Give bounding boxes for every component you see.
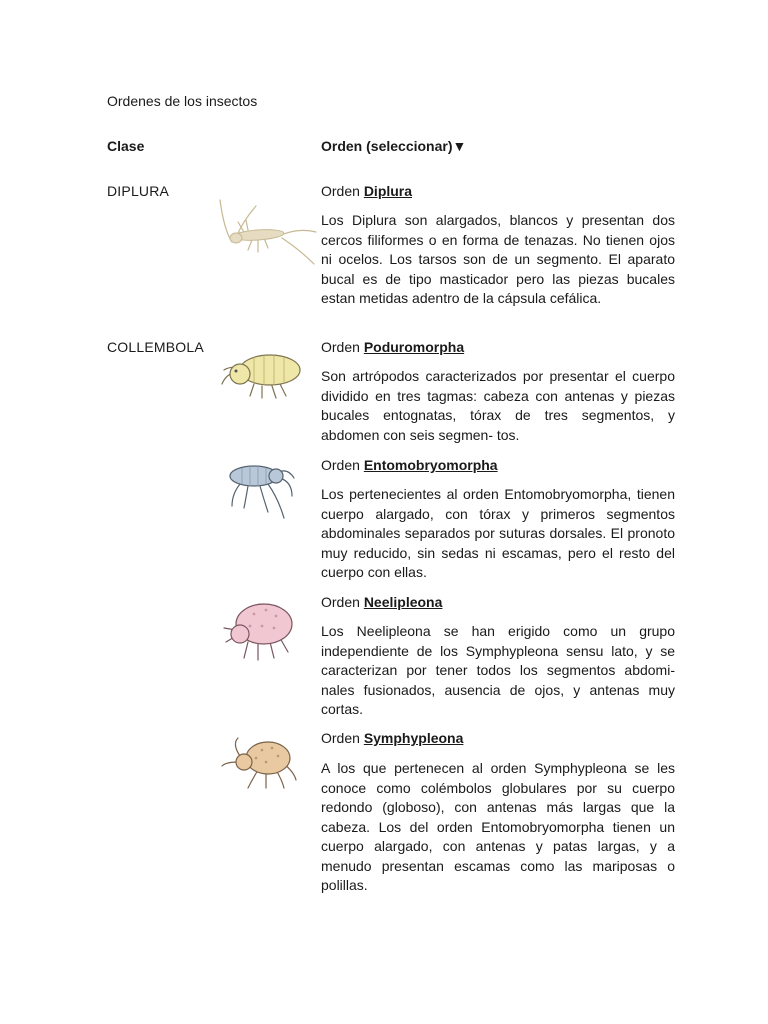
order-name-link-diplura[interactable]: Diplura xyxy=(363,183,413,199)
column-header-clase: Clase xyxy=(107,138,145,154)
order-prefix: Orden xyxy=(321,457,364,473)
order-description-symphypleona: A los que pertenecen al orden Symphypleona se les conoce como colémbolos globulares por su cuerpo redondo (globoso), con antenas más largas que la cabeza. Los del orden Entomobryomorpha tienen un cuerpo alargado, con antenas y patas largas, y a menudo presentan escamas como las mariposas o polillas. xyxy=(321,760,675,893)
order-prefix: Orden xyxy=(321,183,364,199)
order-description-entomobryomorpha: Los pertenecientes al orden Entomobryomorpha, tienen cuerpo alargado, con tórax y primeros segmentos abdominales separados por suturas dorsales. El pronoto muy reducido, sin sedas ni escamas, pero el resto del cuerpo con ellas. xyxy=(321,486,675,580)
order-name-link-poduromorpha[interactable]: Poduromorpha xyxy=(363,339,465,355)
order-name-link-neelipleona[interactable]: Neelipleona xyxy=(363,594,443,610)
order-name-link-symphypleona[interactable]: Symphypleona xyxy=(363,730,464,746)
poduromorpha-springtail-icon xyxy=(214,344,314,408)
order-title-symphypleona xyxy=(321,730,463,746)
class-label-diplura: DIPLURA xyxy=(107,183,170,199)
entomobryomorpha-springtail-icon xyxy=(218,458,302,524)
order-title-neelipleona xyxy=(321,594,442,610)
document-title: Ordenes de los insectos xyxy=(107,93,258,109)
order-title-entomobryomorpha xyxy=(321,457,498,473)
class-label-collembola: COLLEMBOLA xyxy=(107,339,204,355)
diplura-insect-icon xyxy=(212,192,322,268)
order-prefix: Orden xyxy=(321,730,364,746)
column-header-orden-select[interactable]: Orden (seleccionar)▼ xyxy=(321,138,467,154)
order-description-neelipleona: Los Neelipleona se han erigido como un grupo independiente de los Symphypleona sensu lato, y se caracterizan por tener todos los segmentos abdomi- nales fusionados, ausencia de ojos, y antenas muy cortas. xyxy=(321,623,675,717)
symphypleona-springtail-icon xyxy=(218,734,302,794)
order-title-poduromorpha xyxy=(321,339,464,355)
order-name-link-entomobryomorpha[interactable]: Entomobryomorpha xyxy=(363,457,498,473)
order-title-diplura xyxy=(321,183,412,199)
order-prefix: Orden xyxy=(321,594,364,610)
order-description-diplura: Los Diplura son alargados, blancos y presentan dos cercos filiformes o en forma de tenazas. No tienen ojos ni ocelos. Los tarsos son de un segmento. El aparato bucal es de tipo masticador pero las piezas bucales estan metidas adentro de la cápsula cefálica. xyxy=(321,212,675,306)
neelipleona-springtail-icon xyxy=(218,596,302,664)
order-description-poduromorpha: Son artrópodos caracterizados por presentar el cuerpo dividido en tres tagmas: cabeza con antenas y piezas bucales entognatas, tórax de tres segmentos, y abdomen con seis segmen- tos. xyxy=(321,368,675,443)
order-prefix: Orden xyxy=(321,339,364,355)
